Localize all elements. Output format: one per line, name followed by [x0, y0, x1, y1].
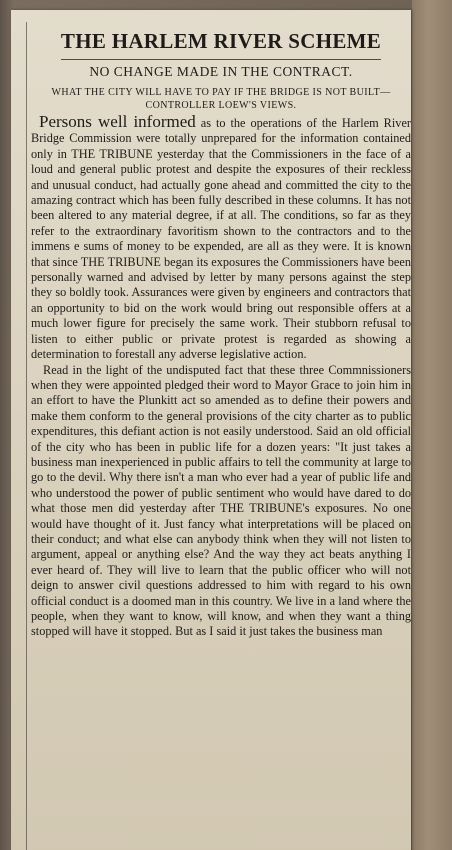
background-surface: [412, 0, 452, 850]
deck: NO CHANGE MADE IN THE CONTRACT.: [89, 64, 353, 79]
paragraph-1: [31, 114, 411, 363]
column-rule: [26, 22, 27, 850]
newspaper-clipping: [11, 10, 411, 850]
article-body: [31, 114, 411, 640]
paragraph-2: Read in the light of the undisputed fact that these three Commnissioners when they were appointed pledged their word to Mayor Grace to join him in an effort to have the Plunkitt act so amended as to define their powers and make them conform to the general provisions of the city charter as to public expenditures, this defiant action is not easily understood. Said an old official of the city who has been in public life for a dozen years: "It just takes a business man inexperienced in public affairs to tell the community at large to go to the devil. Why there isn't a man who ever had a year of public life and who understood the power of public sentiment who would have dared to do what those men did yesterday after THE TRIBUNE's exposures. No one would have thought of it. Just fancy what interpretations will be placed on their conduct; and what else can anybody think when they will not listen to argument, appeal or anything else? And the way they act beats anything I ever heard of. They will live to learn that the public officer who will not deign to answer civil questions addressed to him with regard to his own official conduct is a doomed man in this country. We live in a land where the people, when they want to know, will know, and when they want a thing stopped will have it stopped. But as I said it just takes the business man: [31, 362, 411, 639]
lead-words: Persons well informed: [39, 112, 196, 131]
divider: [61, 59, 381, 60]
subdeck: WHAT THE CITY WILL HAVE TO PAY IF THE BRIDGE IS NOT BUILT—CONTROLLER LOEW'S VIEWS.: [51, 87, 391, 111]
headline: THE HARLEM RIVER SCHEME: [60, 29, 382, 53]
paragraph-1-text: as to the operations of the Harlem River Bridge Commission were totally unprepared for the information contained only in THE TRIBUNE yesterday that the Commissioners in the face of a loud and general public protest and despite the exposures of their reckless and unusual conduct, had actually gone ahead and committed the city to the amazing contract which has been fully described in these columns. It has not been altered to any material degree, if at all. The conditions, so far as they refer to the extraordinary favoritism shown to the contractors and to the immens e sums of money to be expended, are all as they were. It is known that since THE TRIBUNE began its exposures the Commissioners have been personally warned and advised by letter by many persons against the step they so boldly took. Assurances were given by engineers and contractors that an opportunity to bid on the work would bring out responsible offers at a much lower figure for precisely the same work. Their stubborn refusal to listen to either public or private protest is regarded as showing a determination to forestall any adverse legislative action.: [31, 116, 411, 362]
article: [31, 26, 411, 640]
